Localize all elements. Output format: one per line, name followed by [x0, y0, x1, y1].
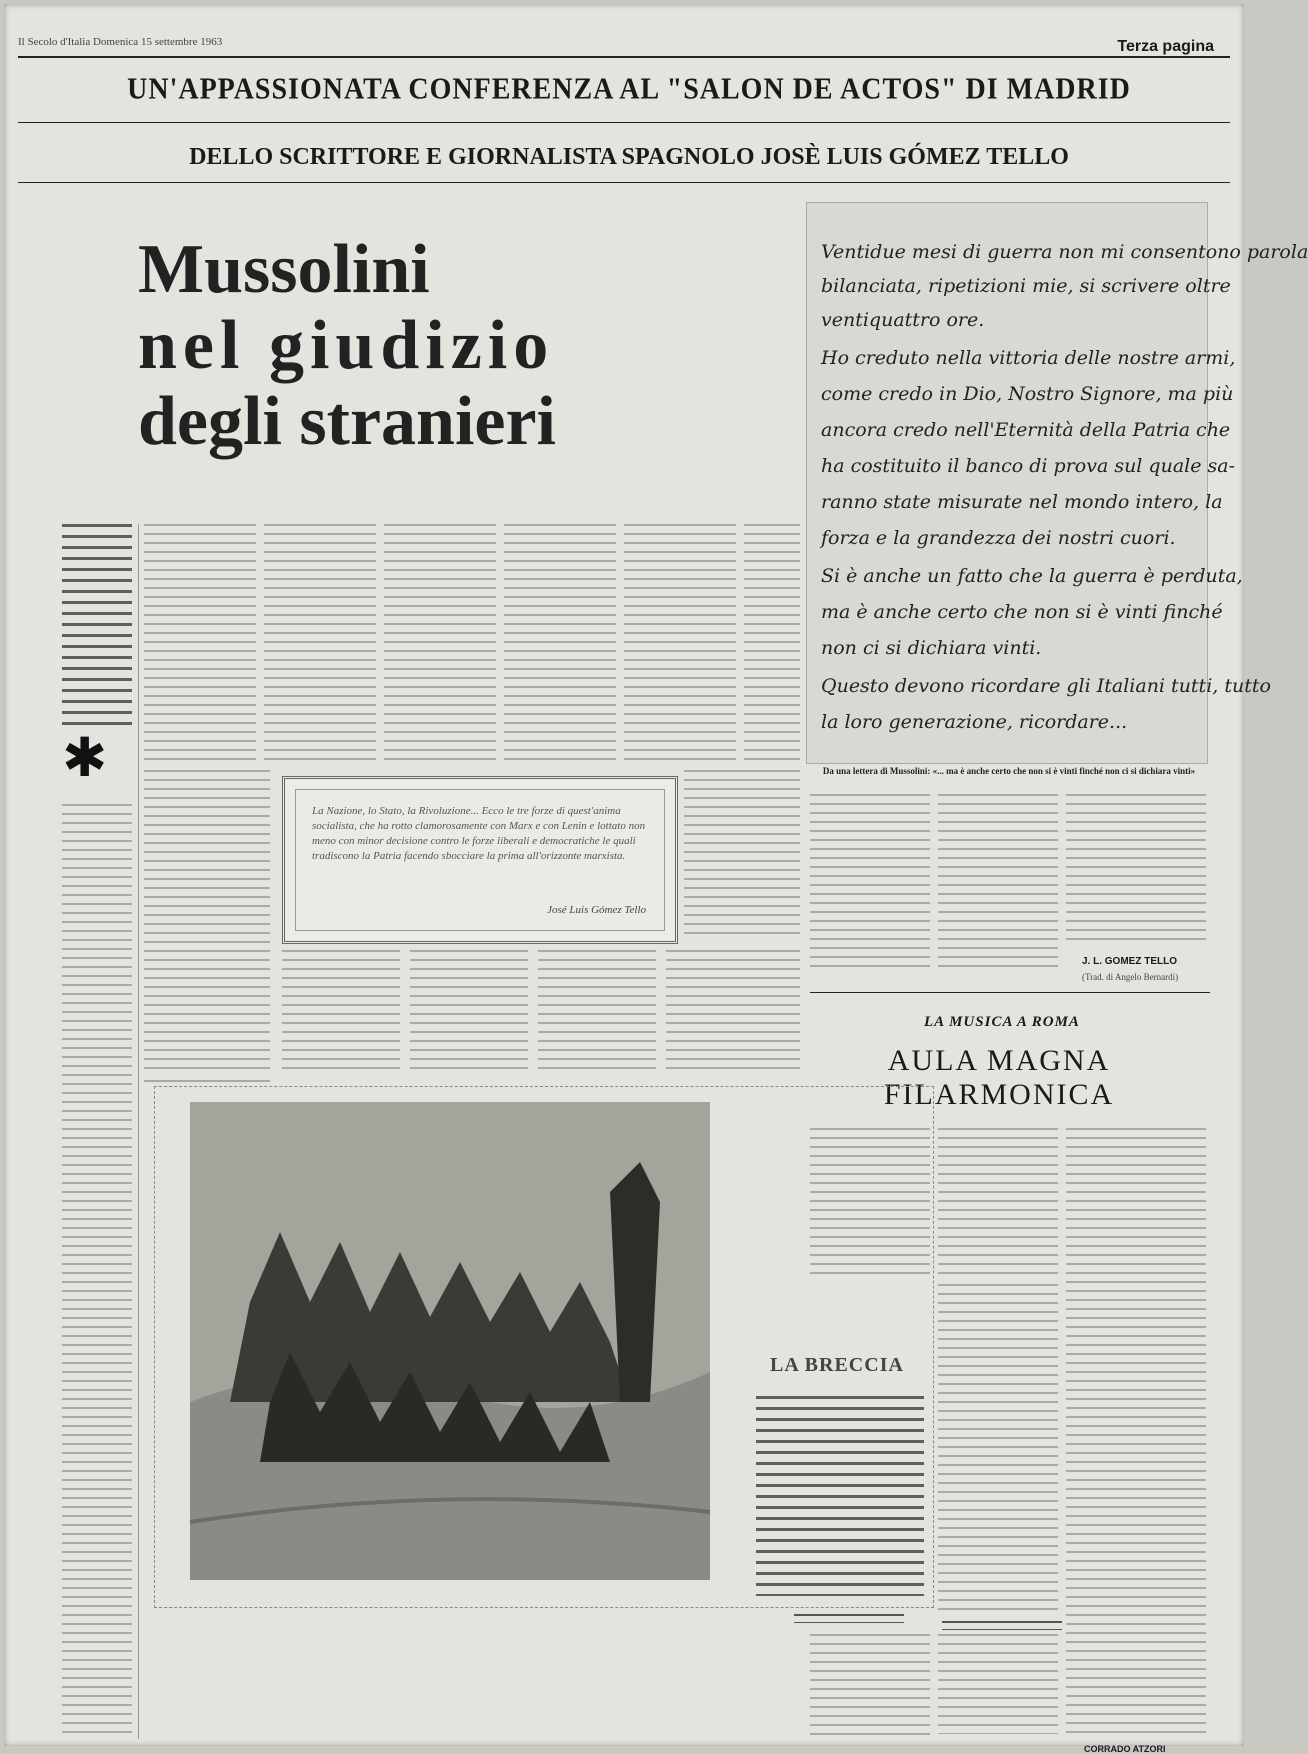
article-column	[282, 950, 400, 1070]
column-rule	[138, 524, 139, 1739]
letter-line: come credo in Dio, Nostro Signore, ma più	[821, 383, 1234, 405]
article-column	[1066, 794, 1206, 944]
ornament-divider	[794, 1614, 904, 1623]
headline-line: Mussolini	[138, 231, 430, 308]
subhead: DELLO SCRITTORE E GIORNALISTA SPAGNOLO JOSÈ LUIS GÓMEZ TELLO	[189, 144, 1069, 170]
article-column	[410, 950, 528, 1070]
article-column	[144, 1080, 270, 1084]
breccia-illustration	[190, 1102, 710, 1580]
translator-credit: (Trad. di Angelo Bernardi)	[1082, 972, 1179, 982]
article-column	[538, 950, 656, 1070]
letter-line: ancora credo nell'Eternità della Patria che	[821, 419, 1231, 441]
section-name: Terza pagina	[1117, 38, 1214, 55]
article-column	[144, 770, 270, 1070]
letter-caption: Da una lettera di Mussolini: «... ma è anche certo che non si è vinti finché non ci si dichiara vinti»	[822, 766, 1196, 776]
article-column	[938, 794, 1058, 974]
article-signature: J. L. GOMEZ TELLO	[1082, 956, 1177, 967]
main-headline	[138, 232, 578, 460]
letter-line: ma è anche certo che non si è vinti finché	[821, 601, 1223, 623]
masthead-date: Il Secolo d'Italia Domenica 15 settembre 1963	[18, 36, 223, 48]
music-column	[938, 1284, 1058, 1614]
article-column	[384, 524, 496, 764]
letter-line: forza e la grandezza dei nostri cuori.	[821, 527, 1176, 549]
illustration-caption-text	[756, 1396, 924, 1596]
article-column	[684, 770, 800, 940]
asterisk-ornament: ✱	[62, 726, 108, 789]
newspaper-page	[4, 4, 1308, 1754]
music-column	[938, 1128, 1058, 1278]
article-column	[62, 804, 132, 1739]
masthead-rule	[18, 56, 1230, 58]
soldiers-charge-graphic	[190, 1102, 710, 1580]
letter-line: Questo devono ricordare gli Italiani tutti, tutto	[821, 675, 1271, 697]
quote-author: José Luis Gómez Tello	[547, 904, 646, 916]
article-column	[666, 950, 800, 1070]
article-column	[810, 1634, 930, 1740]
letter-line: la loro generazione, ricordare...	[821, 711, 1128, 733]
article-column	[810, 794, 930, 974]
quote-box	[282, 776, 678, 944]
letter-line: Ventidue mesi di guerra non mi consentono parola	[821, 241, 1308, 263]
ornament-divider	[942, 1621, 1062, 1630]
letter-line: ventiquattro ore.	[821, 309, 985, 331]
letter-line: bilanciata, ripetizioni mie, si scrivere oltre	[821, 275, 1231, 297]
music-column	[938, 1634, 1058, 1734]
article-column	[624, 524, 736, 764]
lead-paragraph	[62, 524, 132, 726]
article-column	[744, 524, 800, 764]
letter-line: non ci si dichiara vinti.	[821, 637, 1042, 659]
illustration-title: LA BRECCIA	[770, 1354, 904, 1376]
quote-text: La Nazione, lo Stato, la Rivoluzione... Ecco le tre forze di quest'anima socialista, che ha rotto clamorosamente con Marx e con Lenin e lottato non meno con minor decisione contro le forze liberali e democratiche le quali tradiscono la Patria facendo sbocciare la prima all'orizzonte marxista.	[312, 805, 646, 862]
music-column	[1066, 1128, 1206, 1740]
headline-line: degli stranieri	[138, 383, 556, 460]
music-title-line: AULA MAGNA	[887, 1044, 1111, 1077]
letter-line: ha costituito il banco di prova sul quale sa-	[821, 455, 1236, 477]
divider-rule	[810, 992, 1210, 993]
divider-rule	[18, 182, 1230, 183]
kicker-headline: UN'APPASSIONATA CONFERENZA AL "SALON DE ACTOS" DI MADRID	[127, 72, 1131, 107]
letter-line: Si è anche un fatto che la guerra è perduta,	[821, 565, 1243, 587]
headline-line: nel giudizio	[138, 307, 555, 384]
music-title-line: FILARMONICA	[883, 1078, 1115, 1111]
divider-rule	[18, 122, 1230, 123]
music-kicker: LA MUSICA A ROMA	[924, 1014, 1080, 1030]
article-column	[144, 524, 256, 764]
music-signature: CORRADO ATZORI	[1084, 1744, 1166, 1754]
letter-line: ranno state misurate nel mondo intero, la	[821, 491, 1223, 513]
article-column	[264, 524, 376, 764]
letter-line: Ho creduto nella vittoria delle nostre armi,	[821, 347, 1236, 369]
quote-frame	[295, 789, 665, 931]
handwritten-letter-image	[806, 202, 1308, 764]
article-column	[504, 524, 616, 764]
